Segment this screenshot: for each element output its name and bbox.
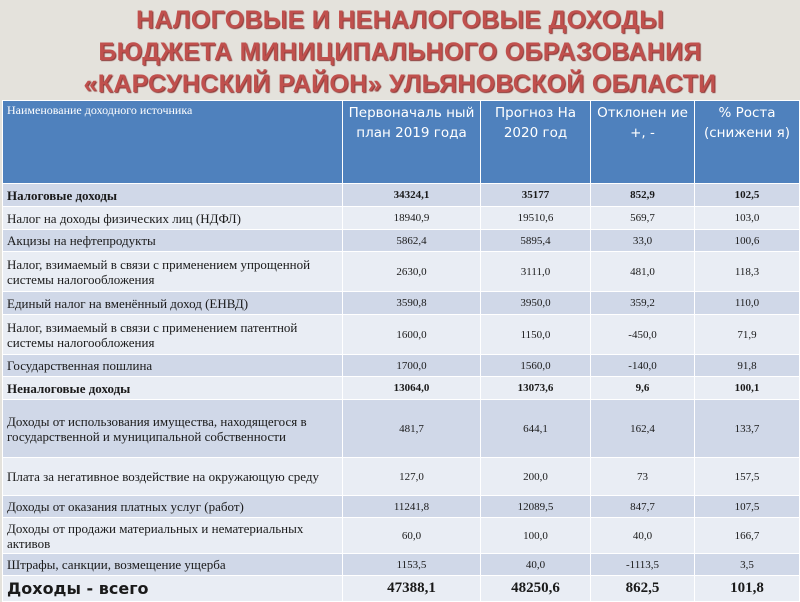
table-header-row [3,101,800,184]
row-forecast: 100,0 [481,518,591,554]
row-growth: 157,5 [695,458,800,496]
table-row [3,554,800,576]
row-growth: 91,8 [695,355,800,377]
row-growth: 71,9 [695,315,800,355]
table-row [3,315,800,355]
row-growth: 107,5 [695,496,800,518]
table-row [3,207,800,230]
row-deviation: 33,0 [591,230,695,252]
row-name: Доходы - всего [3,576,343,602]
row-forecast: 1150,0 [481,315,591,355]
revenue-table [2,100,800,602]
row-plan: 13064,0 [343,377,481,400]
row-forecast: 3111,0 [481,252,591,292]
row-forecast: 1560,0 [481,355,591,377]
table-row [3,400,800,458]
row-name: Налог, взимаемый в связи с применением упрощенной системы налогообложения [3,252,343,292]
row-forecast: 48250,6 [481,576,591,602]
row-deviation: 9,6 [591,377,695,400]
row-plan: 127,0 [343,458,481,496]
row-plan: 1700,0 [343,355,481,377]
row-plan: 60,0 [343,518,481,554]
header-growth: % Роста (снижени я) [695,101,800,184]
table-row [3,496,800,518]
row-plan: 47388,1 [343,576,481,602]
header-forecast: Прогноз На 2020 год [481,101,591,184]
row-name: Доходы от продажи материальных и нематериальных активов [3,518,343,554]
table-row [3,252,800,292]
row-deviation: 40,0 [591,518,695,554]
row-growth: 102,5 [695,184,800,207]
table-row [3,355,800,377]
row-growth: 100,6 [695,230,800,252]
row-plan: 34324,1 [343,184,481,207]
row-plan: 2630,0 [343,252,481,292]
row-name: Плата за негативное воздействие на окружающую среду [3,458,343,496]
row-deviation: -450,0 [591,315,695,355]
row-deviation: -140,0 [591,355,695,377]
title-line-3: «КАРСУНСКИЙ РАЙОН» УЛЬЯНОВСКОЙ ОБЛАСТИ [83,70,717,98]
title-line-1: НАЛОГОВЫЕ И НЕНАЛОГОВЫЕ ДОХОДЫ [135,6,665,34]
row-plan: 1600,0 [343,315,481,355]
table-row [3,576,800,602]
header-plan: Первоначаль ный план 2019 года [343,101,481,184]
table-row [3,458,800,496]
row-name: Неналоговые доходы [3,377,343,400]
row-name: Налог на доходы физических лиц (НДФЛ) [3,207,343,230]
row-plan: 18940,9 [343,207,481,230]
table-row [3,377,800,400]
row-name: Государственная пошлина [3,355,343,377]
header-deviation: Отклонен ие +, - [591,101,695,184]
row-plan: 3590,8 [343,292,481,315]
row-plan: 11241,8 [343,496,481,518]
row-name: Штрафы, санкции, возмещение ущерба [3,554,343,576]
row-plan: 481,7 [343,400,481,458]
row-deviation: 862,5 [591,576,695,602]
row-plan: 5862,4 [343,230,481,252]
row-plan: 1153,5 [343,554,481,576]
row-growth: 3,5 [695,554,800,576]
row-deviation: 481,0 [591,252,695,292]
row-forecast: 12089,5 [481,496,591,518]
row-forecast: 19510,6 [481,207,591,230]
row-forecast: 644,1 [481,400,591,458]
row-forecast: 13073,6 [481,377,591,400]
row-name: Единый налог на вменённый доход (ЕНВД) [3,292,343,315]
slide-title [0,4,800,100]
row-forecast: 200,0 [481,458,591,496]
row-forecast: 40,0 [481,554,591,576]
table-row [3,518,800,554]
row-deviation: 847,7 [591,496,695,518]
table-row [3,292,800,315]
row-forecast: 5895,4 [481,230,591,252]
row-name: Доходы от использования имущества, находящегося в государственной и муниципальной собственности [3,400,343,458]
row-deviation: 359,2 [591,292,695,315]
row-growth: 110,0 [695,292,800,315]
row-growth: 103,0 [695,207,800,230]
title-line-2: БЮДЖЕТА МИНИЦИПАЛЬНОГО ОБРАЗОВАНИЯ [98,38,702,66]
row-deviation: 852,9 [591,184,695,207]
row-growth: 101,8 [695,576,800,602]
row-name: Доходы от оказания платных услуг (работ) [3,496,343,518]
row-growth: 118,3 [695,252,800,292]
row-deviation: 569,7 [591,207,695,230]
row-forecast: 35177 [481,184,591,207]
row-name: Налог, взимаемый в связи с применением патентной системы налогообложения [3,315,343,355]
header-name: Наименование доходного источника [3,101,343,184]
row-deviation: 73 [591,458,695,496]
row-growth: 166,7 [695,518,800,554]
row-name: Налоговые доходы [3,184,343,207]
row-growth: 100,1 [695,377,800,400]
row-forecast: 3950,0 [481,292,591,315]
row-deviation: -1113,5 [591,554,695,576]
row-growth: 133,7 [695,400,800,458]
table-row [3,230,800,252]
row-deviation: 162,4 [591,400,695,458]
row-name: Акцизы на нефтепродукты [3,230,343,252]
table-row [3,184,800,207]
